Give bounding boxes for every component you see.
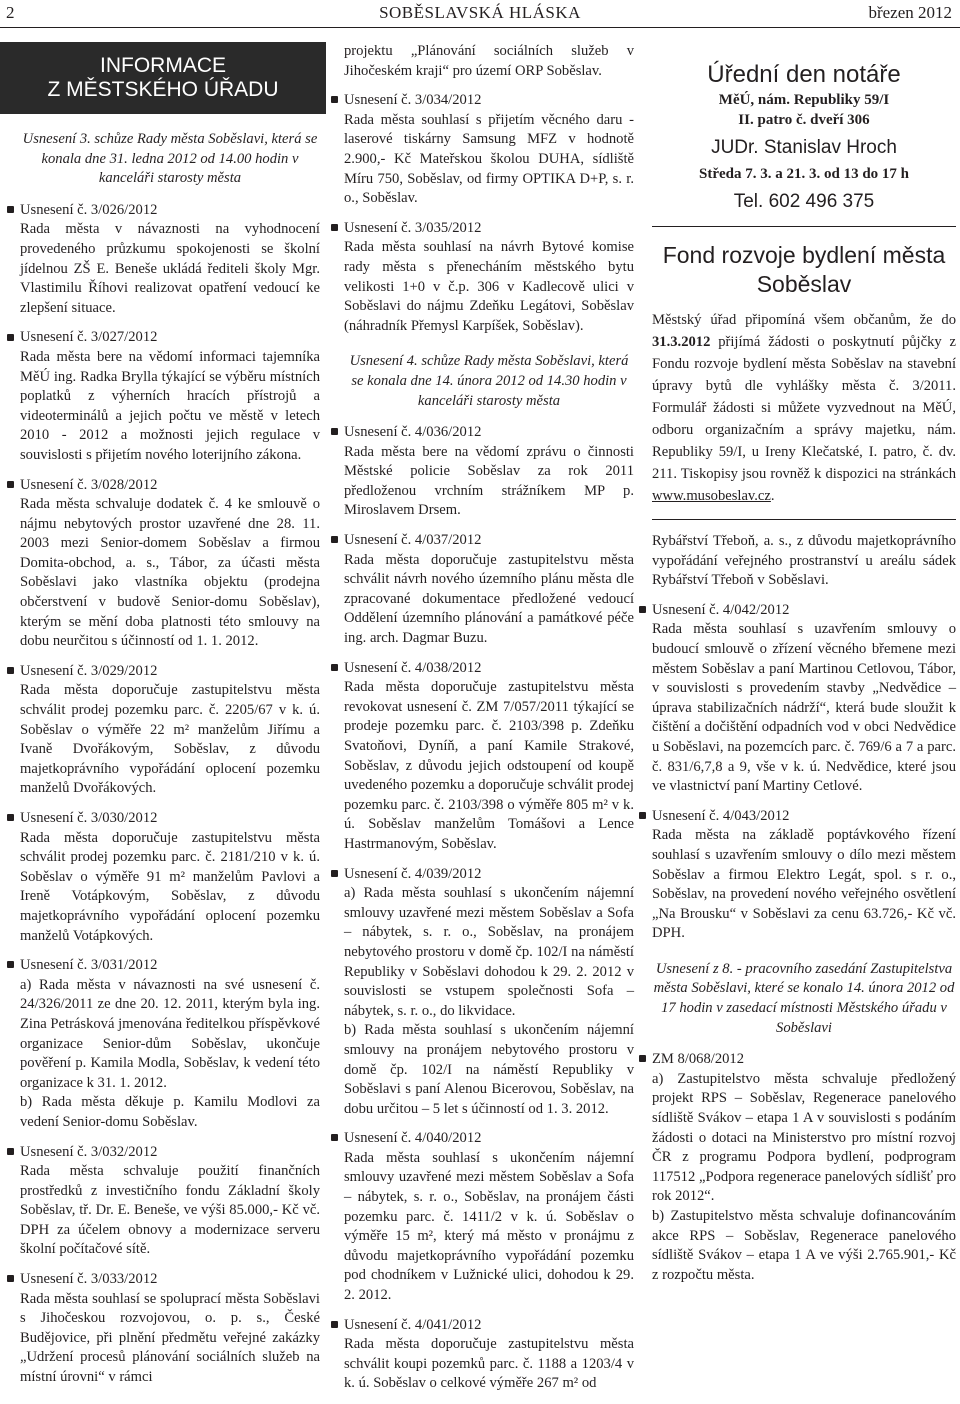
session-heading: Usnesení 4. schůze Rady města Soběslavi, která se konala dne 14. února 2012 od 14.30 hodin v kanceláři starosty města — [349, 353, 629, 409]
bullet-icon — [7, 814, 14, 821]
resolution-text: b) Rada města děkuje p. Kamilu Modlovi za vedení Senior-domu Soběslav. — [20, 1094, 320, 1130]
resolution-number — [20, 201, 320, 221]
column-middle — [344, 42, 634, 1404]
bullet-icon — [7, 206, 14, 213]
resolution-text: Rada města doporučuje zastupitelstvu města schválit prodej pozemku parc. č. 2181/210 v k. ú. Soběslav o výměře 91 m² manželům Pavlovi a Ireně Votápkovým, Soběslav, z důvodu majetkoprávního vypořádání oplocení pozemku manželů Votápkových. — [20, 829, 320, 944]
info-box-line2: Z MĚSTSKÉHO ÚŘADU — [47, 78, 279, 101]
bullet-icon — [639, 606, 646, 613]
bullet-icon — [7, 1275, 14, 1282]
resolution-number — [20, 662, 320, 682]
bullet-icon — [331, 664, 338, 671]
fund-text-part: . — [770, 488, 775, 504]
resolution-item — [652, 601, 956, 797]
resolution-number — [344, 91, 634, 111]
resolution-item — [20, 476, 320, 652]
resolution-text: Rada města souhlasí s uzavřením smlouvy o budoucí smlouvě o zřízení věcného břemene mezi městem Soběslav a paní Martinou Cetlovou, Tábor, v souvislosti s provedením stavby „Nedvědice – úprava stabilizačních nádrží“, která bude sloužit k čištění a dočištění odpadních vod v obci Nedvědice u Soběslavi, na pozemcích parc. č. 769/6 a 7 a parc. č. 831/6,7,8 a 9, vše v k. ú. Nedvědice, které jsou ve vlastnictví paní Martiny Cetlové. — [652, 621, 956, 795]
resolution-number — [344, 423, 634, 443]
resolution-text: Rada města souhlasí na návrh Bytové komise rady města s přenecháním městského bytu velikosti 1+0 v č.p. 306 v Kadlecově ulici v Soběslavi do nájmu Zdeňku Legátovi, Soběslav (náhradník Přemysl Karpíšek, Soběslav). — [344, 239, 634, 334]
bullet-icon — [7, 667, 14, 674]
resolution-text: Rada města doporučuje zastupitelstvu města schválit koupi pozemků parc. č. 1188 a 1203/4 v k. ú. Soběslav o celkové výměře 267 m² od — [344, 1336, 634, 1392]
resolution-number-text: Usnesení č. 3/030/2012 — [20, 810, 158, 826]
bullet-icon — [331, 96, 338, 103]
resolution-number-text: Usnesení č. 3/029/2012 — [20, 662, 158, 679]
resolution-number — [20, 1143, 320, 1163]
resolution-number-text: Usnesení č. 3/031/2012 — [20, 957, 158, 974]
resolution-number — [20, 328, 320, 348]
fund-deadline: 31.3.2012 — [652, 334, 711, 350]
resolution-item — [20, 201, 320, 319]
resolution-item — [344, 865, 634, 1120]
resolution-item — [20, 956, 320, 1132]
session-heading: Usnesení 3. schůze Rady města Soběslavi, která se konala dne 31. ledna 2012 od 14.00 hodin v kanceláři starosty města — [22, 131, 318, 187]
resolution-number-text: Usnesení č. 3/027/2012 — [20, 329, 158, 346]
info-box — [0, 42, 326, 114]
resolution-list — [652, 601, 956, 944]
resolution-number — [20, 956, 320, 976]
fund-text — [652, 309, 956, 520]
resolution-item — [20, 809, 320, 946]
page-header — [0, 0, 960, 30]
resolution-item — [344, 659, 634, 855]
resolution-number — [344, 865, 634, 885]
resolution-list — [20, 201, 320, 1388]
bullet-icon — [639, 812, 646, 819]
column-right — [652, 42, 956, 1295]
resolution-text: Rada města doporučuje zastupitelstvu města revokovat usnesení č. ZM 7/057/2011 týkající se prodeje pozemku parc. č. 2103/398 p. Zdeňku Svatoňovi, Dyníň, a paní Kamile Strakové, Soběslav, z důvodu jejich odstoupení od koupě uvedeného pozemku a doporučuje schválit prodej pozemku parc. č. 2103/398 o výměře 805 m² v k. ú. Soběslav manželům Tomášovi a Lence Hastrmanovým, Soběslav. — [344, 679, 634, 852]
notary-floor: II. patro č. dveří 306 — [738, 112, 870, 128]
notary-phone: Tel. 602 496 375 — [733, 191, 875, 212]
resolution-item — [20, 662, 320, 799]
resolution-number — [344, 1129, 634, 1149]
continued-text: Rybářství Třeboň, a. s., z důvodu majetkoprávního vypořádání veřejného prostranství u areálu sádek Rybářství Třeboň v Soběslavi. — [652, 533, 956, 589]
resolution-number — [652, 601, 956, 621]
page-number: 2 — [6, 3, 15, 22]
bullet-icon — [7, 961, 14, 968]
resolution-text: Rada města bere na vědomí zprávu o činnosti Městské policie Soběslav za rok 2011 předloženou vrchním strážníkem MP p. Miroslavem Drsem. — [344, 443, 634, 519]
resolution-text: Rada města souhlasí s ukončením nájemní smlouvy uzavřené mezi městem Soběslav a Sofa – nábytek, s. r. o., Soběslav, na pronájem části pozemku parc. č. 1411/2 v k. ú. Soběslav o výměře 15 m², který má město v pronájmu z důvodu majetkoprávního vypořádání pozemku pod chodníkem v Lužnické ulici, dohodou k 29. 2. 2012. — [344, 1149, 634, 1304]
website-link[interactable]: www.musobeslav.cz — [652, 488, 771, 504]
bullet-icon — [7, 334, 14, 341]
column-left — [20, 42, 320, 1398]
resolution-list — [344, 91, 634, 336]
issue-date: březen 2012 — [868, 3, 952, 22]
resolution-item — [344, 423, 634, 521]
bullet-icon — [331, 428, 338, 435]
resolution-number-text: Usnesení č. 4/043/2012 — [652, 807, 790, 824]
resolution-number-text: Usnesení č. 4/040/2012 — [344, 1130, 482, 1147]
resolution-text: Rada města bere na vědomí informaci tajemníka MěÚ ing. Radka Brylla týkající se výběru místních poplatků z výherních hracích přístrojů a videoterminálů a jejich počtu ve městě v letech 2010 - 2012 a možnosti jejich regulace v souvislosti s přijetím nového loterijního zákona. — [20, 348, 320, 463]
resolution-item — [20, 1270, 320, 1388]
resolution-number-text: Usnesení č. 3/035/2012 — [344, 219, 482, 236]
notary-time: Středa 7. 3. a 21. 3. od 13 do 17 h — [698, 166, 910, 182]
resolution-text: a) Rada města v návaznosti na své usnesení č. 24/326/2011 ze dne 20. 12. 2011, kterým byla ing. Zina Petrásková jmenována ředitelkou příspěvkové organizace Senior-dům Soběslav, ukončuje pověření p. Kamila Modla, Soběslav, k vedení této organizace k 31. 1. 2012. — [20, 976, 320, 1091]
resolution-text: Rada města na základě poptávkového řízení souhlasí s uzavřením smlouvy o dílo mezi městem Soběslav a firmou Elektro Legát, spol. s r. o., Soběslav, na provedení nového veřejného osvětlení „Na Brousku“ v Soběslavi za cenu 63.726,- Kč vč. DPH. — [652, 827, 956, 942]
resolution-item — [344, 1129, 634, 1305]
resolution-text: Rada města souhlasí s přijetím věcného daru - laserové tiskárny Samsung MFZ v hodnotě 2.900,- Kč Mateřskou školou DUHA, sídliště Míru 750, Soběslav, od firmy OPTIKA D+P, s. r. o., Soběslav. — [344, 111, 634, 207]
resolution-number — [344, 219, 634, 239]
bullet-icon — [331, 1134, 338, 1141]
info-box-line1: INFORMACE — [100, 54, 226, 77]
resolution-item — [344, 91, 634, 209]
bullet-icon — [331, 224, 338, 231]
resolution-number-text: Usnesení č. 4/038/2012 — [344, 659, 482, 676]
fund-text-part: přijímá žádosti o poskytnutí půjčky z Fondu rozvoje bydlení města Soběslav na stavební úpravy bytů dle vyhlášky města č. 3/2011. Formulář žádosti si můžete vyzvednout na MěÚ, odboru organizačním a správy majetku, nám. Republiky 59/I, u Ireny Klečatské, I. patro, č. dv. 211. Tiskopisy jsou rovněž k dispozici na stránkách — [652, 334, 956, 482]
resolution-number — [344, 531, 634, 551]
resolution-text: Rada města doporučuje zastupitelstvu města schválit prodej pozemku parc. č. 2205/67 v k. ú. Soběslav o výměře 22 m² manželům Jiřímu a Ivaně Dvořákovým, Soběslav, z důvodu majetkoprávního vypořádání oplocení pozemku manželů Dvořákových. — [20, 682, 320, 797]
resolution-number — [344, 1316, 634, 1336]
newspaper-title: SOBĚSLAVSKÁ HLÁSKA — [379, 3, 581, 22]
resolution-text: Rada města v návaznosti na vyhodnocení provedeného průzkumu spokojenosti se školní jídelnou ZŠ E. Beneše ukládá řediteli školy Mgr. Vlastimilu Říhovi realizovat opatření vedoucí ke zlepšení situace. — [20, 221, 320, 316]
resolution-number-text: Usnesení č. 3/026/2012 — [20, 201, 158, 218]
bullet-icon — [7, 481, 14, 488]
bullet-icon — [639, 1055, 646, 1062]
resolution-text: b) Zastupitelstvo města schvaluje dofinancováním akce RPS – Soběslav, Regenerace panelového sídliště Svákov – etapa 1 A ve výši 2.765.901,- Kč z rozpočtu města. — [652, 1208, 956, 1283]
bullet-icon — [331, 536, 338, 543]
notary-title: Úřední den notáře — [707, 61, 901, 88]
fund-title: Fond rozvoje bydlení města Soběslav — [662, 242, 946, 297]
bullet-icon — [331, 870, 338, 877]
header-rule — [0, 27, 960, 28]
resolution-number-text: Usnesení č. 4/039/2012 — [344, 865, 482, 882]
resolution-item — [344, 1316, 634, 1394]
resolution-text: b) Rada města souhlasí s ukončením nájemní smlouvy na pronájem nebytového prostoru v domě čp. 102/I na náměstí Republiky v Soběslavi s paní Alenou Bicerovou, Soběslav, na dobu určitou – 5 let s účinností od 1. 3. 2012. — [344, 1022, 634, 1117]
resolution-text: Rada města schvaluje použití finančních prostředků z investičního fondu Základní školy Soběslav, tř. Dr. E. Beneše, ve výši 85.000,- Kč vč. DPH za účelem obnovy a modernizace serveru školní počítačové sítě. — [20, 1163, 320, 1258]
resolution-number-text: Usnesení č. 3/033/2012 — [20, 1271, 158, 1288]
resolution-item — [20, 328, 320, 465]
resolution-number — [20, 476, 320, 496]
notary-address: MěÚ, nám. Republiky 59/I — [718, 92, 890, 108]
resolution-number-text: Usnesení č. 4/036/2012 — [344, 424, 482, 441]
bullet-icon — [7, 1148, 14, 1155]
resolution-number-text: Usnesení č. 4/041/2012 — [344, 1316, 482, 1333]
session-heading: Usnesení z 8. - pracovního zasedání Zastupitelstva města Soběslavi, které se konalo 14. února 2012 od 17 hodin v zasedací místnosti Městského úřadu v Soběslavi — [653, 960, 955, 1036]
resolution-text: Rada města schvaluje dodatek č. 4 ke smlouvě o nájmu nebytových prostor uzavřené dne 28. 11. 2003 mezi Senior-domem Soběslav a firmou Domita-obchod, a. s., Tábor, za účasti města Soběslavi jako vlastníka objektu (prodejna občerstvení v budově Senior-domu Soběslav), kterým se mění doba platnosti této smlouvy na dobu neurčitou s účinností od 1. 1. 2012. — [20, 496, 320, 650]
resolution-text: Rada města doporučuje zastupitelstvu města schválit návrh nového územního plánu města dle zpracované dokumentace předložené vedoucí Oddělení územního plánování a památkové péče ing. arch. Dagmar Buzu. — [344, 551, 634, 647]
resolution-number-text: Usnesení č. 3/032/2012 — [20, 1143, 158, 1160]
resolution-item — [20, 1143, 320, 1261]
resolution-number-text: Usnesení č. 4/037/2012 — [344, 532, 482, 549]
continued-text: projektu „Plánování sociálních služeb v Jihočeském kraji“ pro území ORP Soběslav. — [344, 43, 634, 79]
resolution-list — [344, 423, 634, 1394]
resolution-text: a) Zastupitelstvo města schvaluje předložený projekt RPS – Soběslav, Regenerace panelového sídliště Svákov – etapa 1 A v souvislosti s podáním žádosti o dotaci na Ministerstvo pro místní rozvoj ČR z programu Podpora bydlení, podprogram 117512 „Podpora regenerace panelových sídlišť pro rok 2012“. — [652, 1070, 956, 1205]
resolution-item — [652, 807, 956, 944]
resolution-number-text: Usnesení č. 4/042/2012 — [652, 601, 790, 618]
bullet-icon — [331, 1321, 338, 1328]
resolution-item — [344, 219, 634, 337]
notary-name: JUDr. Stanislav Hroch — [711, 137, 897, 158]
resolution-number-text: ZM 8/068/2012 — [652, 1051, 745, 1068]
resolution-number-text: Usnesení č. 3/028/2012 — [20, 476, 158, 493]
resolution-number — [652, 1050, 956, 1070]
resolution-item — [652, 1050, 956, 1285]
resolution-text: Rada města souhlasí se spoluprací města Soběslavi s Jihočeskou rozvojovou, o. p. s., České Budějovice, při plnění předmětu veřejné zakázky „Udržení procesů plánování sociálních služeb na místní úrovni“ v rámci — [20, 1290, 320, 1386]
fund-text-part: Městský úřad připomíná všem občanům, že do — [652, 312, 956, 328]
resolution-list — [652, 1050, 956, 1285]
notary-notice — [652, 60, 956, 227]
resolution-number-text: Usnesení č. 3/034/2012 — [344, 92, 482, 109]
resolution-text: a) Rada města souhlasí s ukončením nájemní smlouvy uzavřené mezi městem Soběslav a Sofa – nábytek, s. r. o., Soběslav, na pronájem nebytového prostoru v domě čp. 102/I na náměstí Republiky v Soběslavi dohodou k 29. 2. 2012 v souvislosti se vstupem společnosti Sofa – nábytek, s. r. o., do likvidace. — [344, 885, 634, 1019]
resolution-number — [652, 807, 956, 827]
resolution-number — [20, 1270, 320, 1290]
resolution-item — [344, 531, 634, 649]
resolution-number — [344, 659, 634, 679]
resolution-number — [20, 809, 320, 829]
